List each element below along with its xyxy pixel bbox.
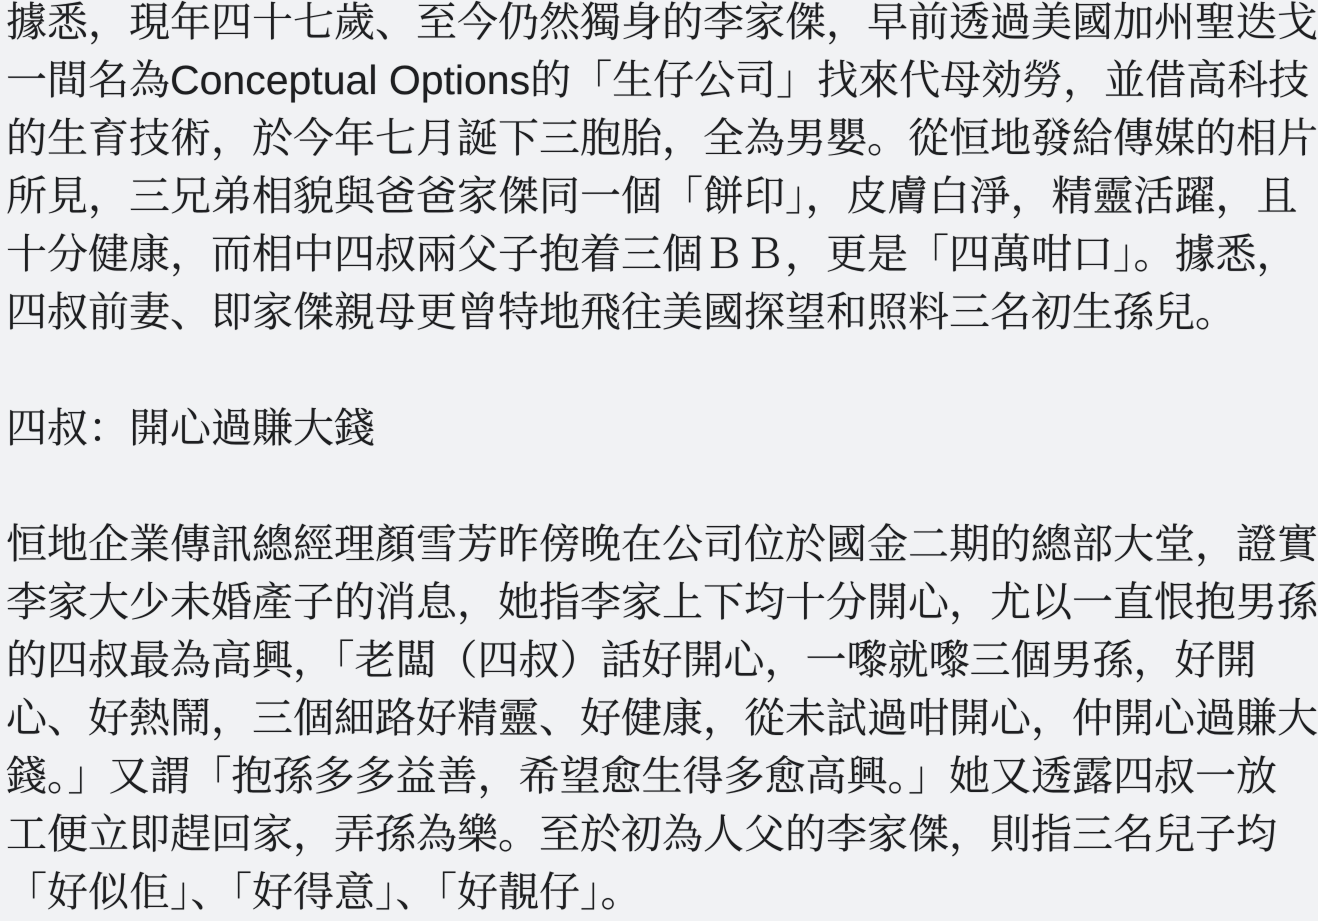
paragraph-2 bbox=[6, 515, 1318, 921]
text-line: 四叔前妻、即家傑親母更曾特地飛往美國探望和照料三名初生孫兒。 bbox=[6, 289, 1236, 335]
text-line: 「好似佢」、「好得意」、「好靚仔」。 bbox=[6, 869, 642, 915]
text-line: 李家大少未婚產子的消息，她指李家上下均十分開心，尤以一直恨抱男孫 bbox=[6, 579, 1318, 625]
paragraph-1 bbox=[6, 0, 1318, 341]
text-line: 一間名為Conceptual Options的「生仔公司」找來代母効勞，並借高科技 bbox=[6, 57, 1310, 103]
text-line: 據悉，現年四十七歲、至今仍然獨身的李家傑，早前透過美國加州聖迭戈 bbox=[6, 0, 1318, 45]
text-line: 所見，三兄弟相貌與爸爸家傑同一個「餅印」，皮膚白淨，精靈活躍，且 bbox=[6, 173, 1298, 219]
text-line: 十分健康，而相中四叔兩父子抱着三個ＢＢ，更是「四萬咁口」。據悉， bbox=[6, 231, 1298, 277]
text-line: 錢。」又謂「抱孫多多益善，希望愈生得多愈高興。」她又透露四叔一放 bbox=[6, 753, 1277, 799]
text-line: 恒地企業傳訊總經理顏雪芳昨傍晚在公司位於國金二期的總部大堂，證實 bbox=[6, 521, 1318, 567]
text-line: 工便立即趕回家，弄孫為樂。至於初為人父的李家傑，則指三名兒子均 bbox=[6, 811, 1277, 857]
text-line: 心、好熱鬧，三個細路好精靈、好健康，從未試過咁開心，仲開心過賺大 bbox=[6, 695, 1318, 741]
text-line: 的生育技術，於今年七月誕下三胞胎，全為男嬰。從恒地發給傳媒的相片 bbox=[6, 115, 1318, 161]
text-line: 的四叔最為高興，「老闆（四叔）話好開心，一嚟就嚟三個男孫，好開 bbox=[6, 637, 1257, 683]
section-heading: 四叔：開心過賺大錢 bbox=[6, 405, 375, 451]
